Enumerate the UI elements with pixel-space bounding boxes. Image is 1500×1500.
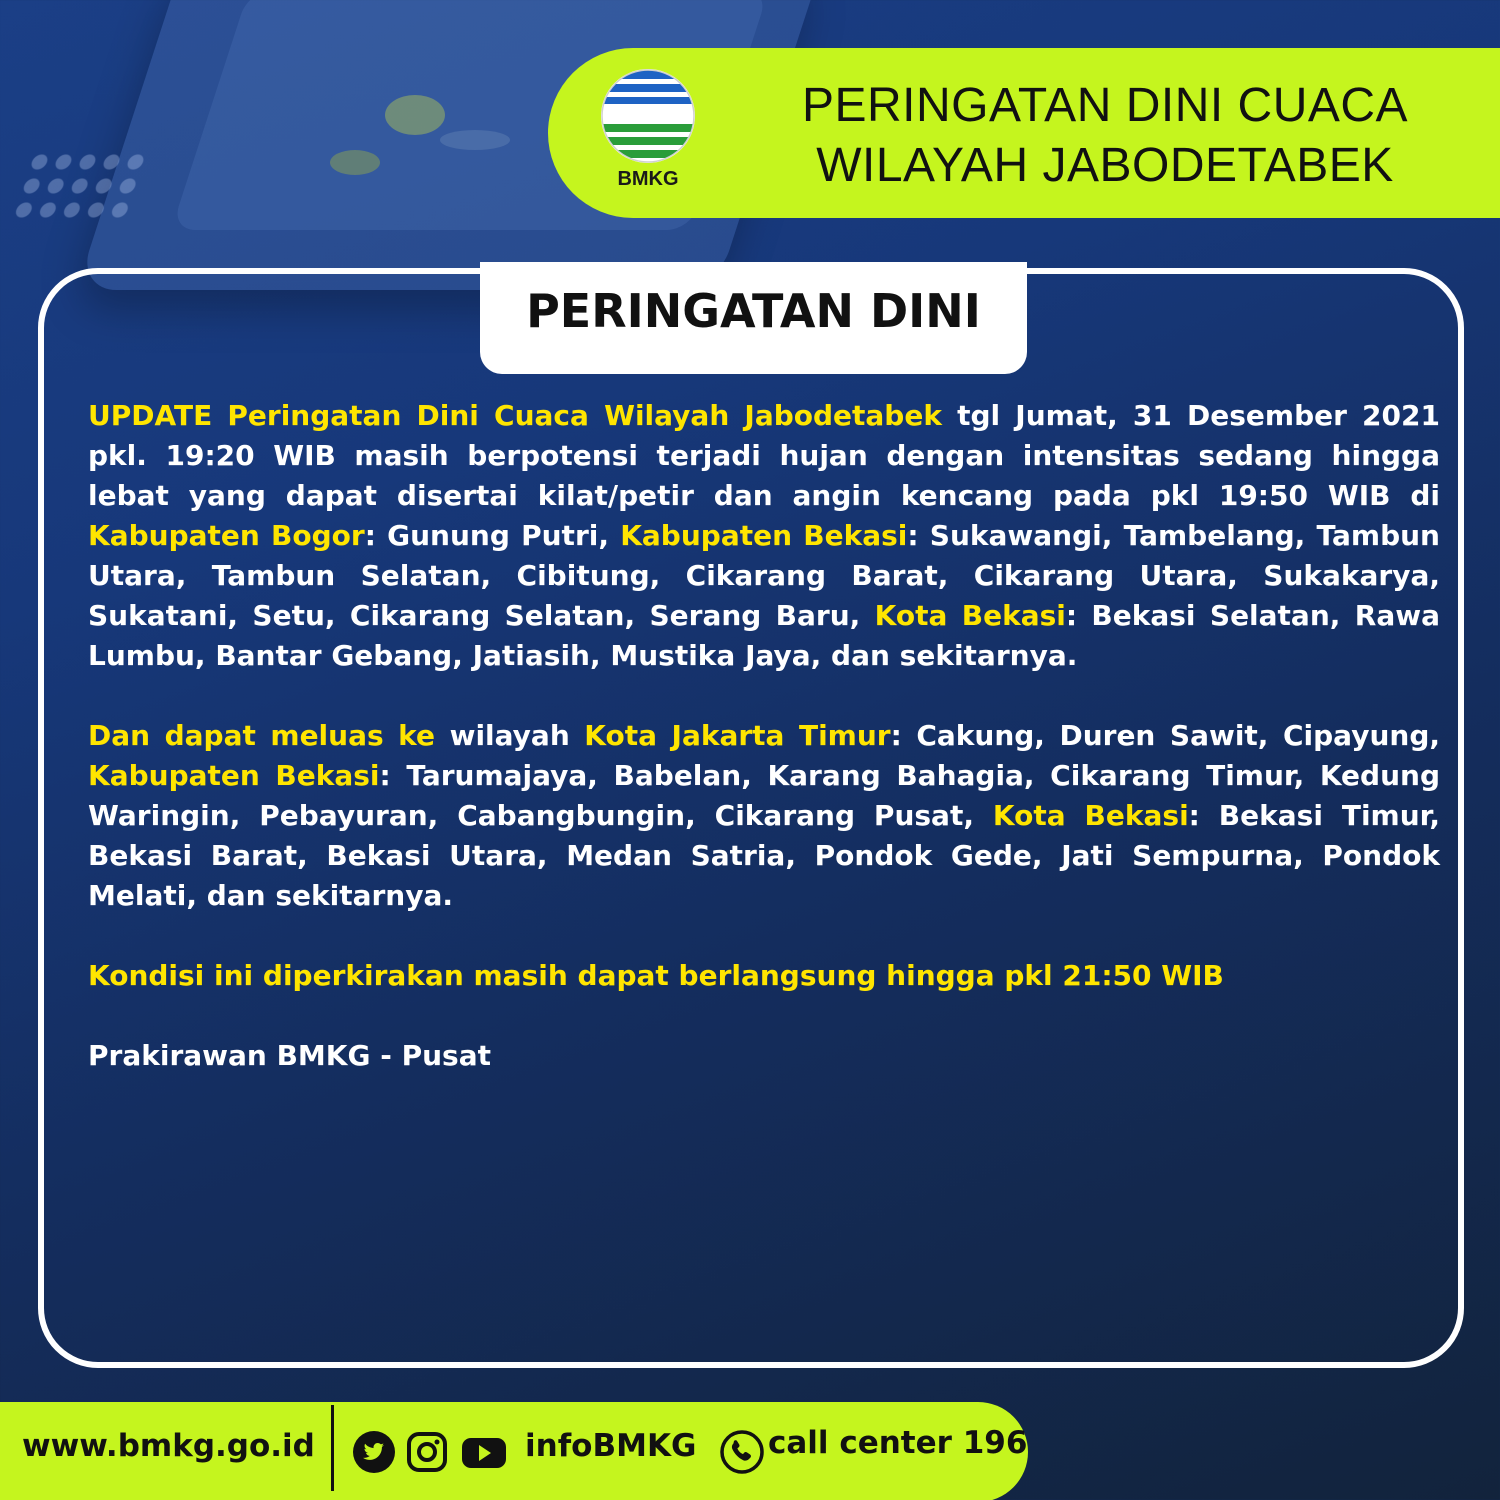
warning-content [88, 396, 1440, 1116]
duration-note: Kondisi ini diperkirakan masih dapat berlangsung hingga pkl 21:50 WIB [88, 959, 1224, 992]
body-text: : Bekasi Selatan, Rawa Lumbu, Bantar Gebang, Jatiasih, Mustika Jaya, dan sekitarnya. [88, 599, 1440, 672]
header-title-line2: WILAYAH JABODETABEK [816, 139, 1394, 192]
background-island [440, 130, 510, 150]
warning-paragraph-2 [88, 716, 1440, 916]
logo-label: BMKG [617, 168, 679, 190]
youtube-icon[interactable] [460, 1430, 508, 1474]
instagram-icon[interactable] [405, 1430, 449, 1474]
forecaster-signature: Prakirawan BMKG - Pusat [88, 1039, 491, 1072]
body-text: wilayah [435, 719, 585, 752]
body-text: : Cakung, Duren Sawit, Cipayung, [890, 719, 1440, 752]
website-link[interactable]: www.bmkg.go.id [22, 1428, 315, 1464]
highlight-text: Kota Bekasi [874, 599, 1066, 632]
header-title [760, 76, 1450, 196]
phone-icon [720, 1430, 764, 1474]
highlight-text: Kabupaten Bekasi [88, 759, 380, 792]
footer-divider [331, 1405, 334, 1491]
body-text: tgl Jumat, 31 Desember 2021 pkl. 19:20 WIB masih berpotensi terjadi hujan dengan intensitas sedang hingga lebat yang dapat disertai kilat/petir dan angin kencang pada pkl 19:50 WIB di [88, 399, 1440, 512]
background-dot-grid [9, 150, 152, 220]
header-title-line1: PERINGATAN DINI CUACA [801, 79, 1409, 132]
body-text: : Bekasi Timur, Bekasi Barat, Bekasi Utara, Medan Satria, Pondok Gede, Jati Sempurna, Pondok Melati, dan sekitarnya. [88, 799, 1440, 912]
highlight-text: Kabupaten Bekasi [620, 519, 908, 552]
body-text: : Sukawangi, Tambelang, Tambun Utara, Tambun Selatan, Cibitung, Cikarang Barat, Cikarang Utara, Sukakarya, Sukatani, Setu, Cikarang Selatan, Serang Baru, [88, 519, 1440, 632]
background-island [330, 150, 380, 175]
highlight-text: Kota Jakarta Timur [584, 719, 891, 752]
twitter-icon[interactable] [352, 1430, 396, 1474]
body-text: : Gunung Putri, [364, 519, 621, 552]
highlight-text: Kota Bekasi [992, 799, 1189, 832]
background-island [385, 95, 445, 135]
call-center[interactable]: call center 196 [768, 1425, 1028, 1461]
highlight-text: UPDATE Peringatan Dini Cuaca Wilayah Jabodetabek [88, 399, 942, 432]
body-text: : Tarumajaya, Babelan, Karang Bahagia, Cikarang Timur, Kedung Waringin, Pebayuran, Cabangbungin, Cikarang Pusat, [88, 759, 1440, 832]
social-handle[interactable]: infoBMKG [525, 1428, 697, 1464]
highlight-text: Kabupaten Bogor [88, 519, 365, 552]
card-tab-title: PERINGATAN DINI [526, 284, 981, 338]
highlight-text: Dan dapat meluas ke [88, 719, 436, 752]
warning-paragraph-1 [88, 396, 1440, 676]
